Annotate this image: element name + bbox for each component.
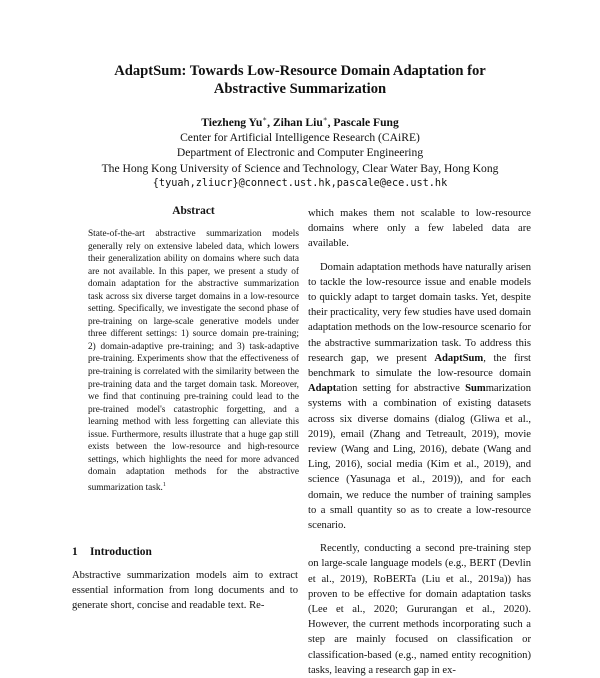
adapt-emphasis: Adapt (308, 383, 337, 395)
title-line-2: Abstractive Summarization (213, 81, 387, 97)
introduction-heading (72, 546, 298, 558)
sum-emphasis: Sum (465, 383, 486, 395)
author-emails: {tyuah,zliucr}@connect.ust.hk,pascale@ece.ust.hk (152, 178, 448, 190)
adaptsum-name: AdaptSum (434, 352, 484, 364)
introduction-text: Abstractive summarization models aim to extract essential information from long documents and to generate short, concise and readable text. Re- (72, 570, 298, 612)
abstract-section (88, 205, 299, 495)
footnote-mark: 1 (162, 481, 166, 488)
author-list (0, 112, 600, 130)
affiliation-line-3: The Hong Kong University of Science and Technology, Clear Water Bay, Hong Kong (101, 161, 499, 175)
author-2-mark: ∗ (322, 115, 328, 123)
title-line-1: AdaptSum: Towards Low-Resource Domain Adaptation for (114, 63, 486, 79)
paper-title (0, 62, 600, 98)
author-1-mark: ∗ (262, 115, 268, 123)
affiliation-line-2: Department of Electronic and Computer Engineering (176, 146, 424, 160)
right-paragraph-1: which makes them not scalable to low-resource domains where only a few labeled data are available. (308, 208, 531, 250)
section-number: 1 (72, 546, 78, 558)
p2-text-b: , the first benchmark to simulate the low-resource domain (308, 352, 532, 380)
p2-text-a: Domain adaptation methods have naturally arisen to tackle the low-resource issue and enable models to quickly adapt to target domain tasks. Yet, despite their practicality, very few studies have used domain adaptation methods on the low-resource scenario for the abstractive summarization task. To address this research gap, we present (308, 261, 531, 364)
abstract-body: State-of-the-art abstractive summarization models generally rely on extensive labeled data, which lowers their generalization ability on domains where such data are not available. In this paper, we present a study of domain adaptation for the abstractive summarization task across six diverse target domains in a low-resource setting. Specifically, we investigate the second phase of pre-training on large-scale generative models under three different settings: 1) source domain pre-training; 2) domain-adaptive pre-training; and 3) task-adaptive pre-training. Experiments show that the effectiveness of pre-training is correlated with the similarity between the pre-training data and the target domain task. Moreover, we find that continuing pre-training could lead to the pre-trained model's catastrophic forgetting, and a learning method with less forgetting can alleviate this issue. Furthermore, results illustrate that a huge gap still exists between the low-resource and high-resource settings, which highlights the need for more advanced domain adaptation methods for the abstractive summarization task. (88, 229, 299, 494)
author-2: Zihan Liu (272, 115, 323, 129)
section-title: Introduction (90, 546, 152, 558)
introduction-section (72, 546, 298, 614)
paper-header (0, 62, 600, 191)
affiliation (0, 130, 600, 177)
author-1: Tiezheng Yu (201, 115, 263, 129)
affiliation-line-1: Center for Artificial Intelligence Research (CAiRE) (180, 130, 420, 144)
author-sep-2: , (327, 115, 334, 129)
abstract-heading: Abstract (172, 205, 215, 217)
author-3: Pascale Fung (333, 115, 399, 129)
right-paragraph-3: Recently, conducting a second pre-training step on large-scale language models (e.g., BERT (Devlin et al., 2019), RoBERTa (Liu et al., 2019a)) has proven to be effective for domain adaptation tasks (Lee et al., 2020; Gururangan et al., 2020). However, the current methods incorporating such a step are mainly focused on classification or classification-based (e.g., named entity recognition) tasks, leaving a research gap in ex- (308, 543, 531, 676)
p2-text-c: ation setting for abstractive (336, 383, 466, 395)
abstract-text (88, 228, 299, 495)
p2-text-d: marization systems with a combination of existing datasets across six diverse domains (dialog (Gliwa et al., 2019), email (Zhang and Tetreault, 2019), movie review (Wang and Ling, 2016), debate (Wang and Ling, 2016), social media (Kim et al., 2019), and science (Yasunaga et al., 2019)), and for each domain, we reduce the number of training samples to a small quantity so as to create a low-resource scenario. (308, 383, 531, 532)
right-column (308, 206, 531, 678)
right-paragraph-2 (308, 260, 531, 534)
author-sep-1: , (267, 115, 273, 129)
